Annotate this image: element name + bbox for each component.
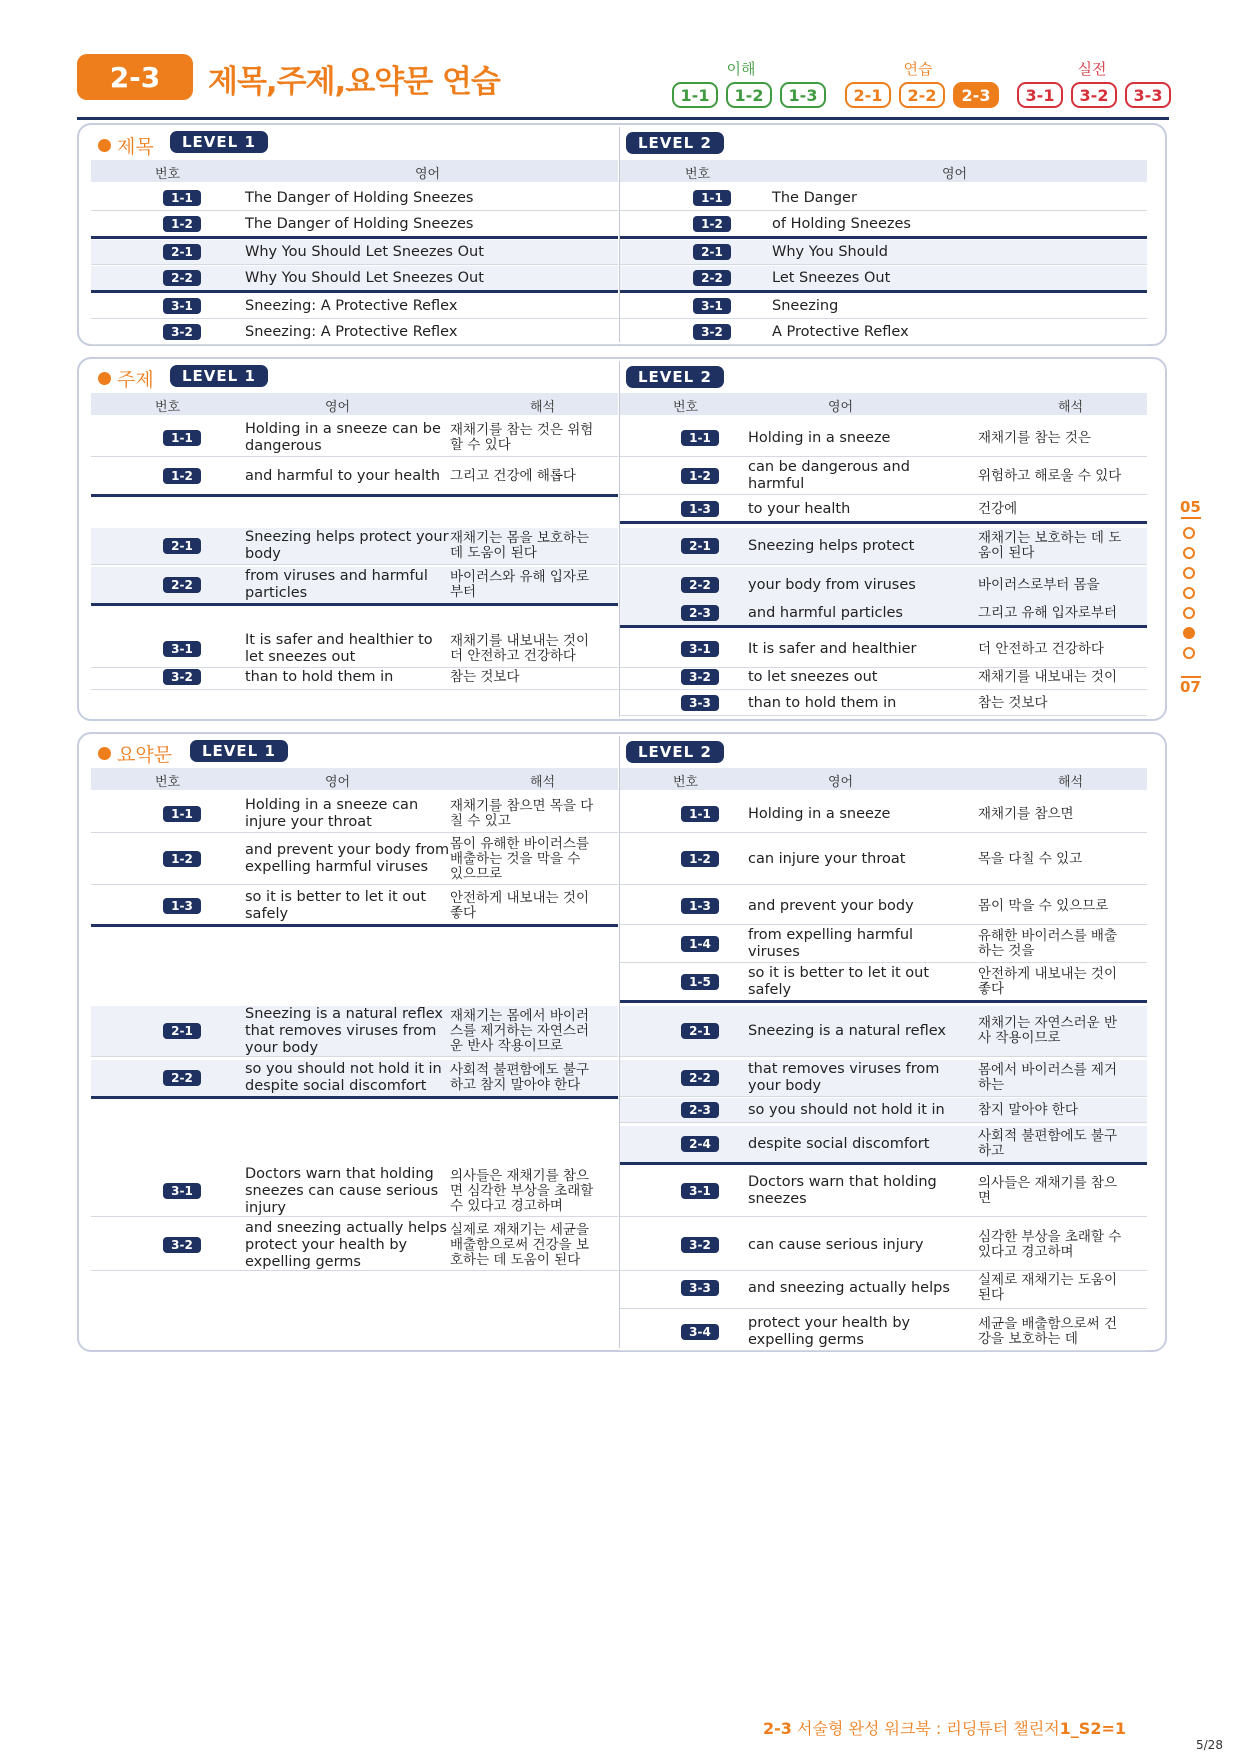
- table-row: [620, 926, 1147, 962]
- table-row: [620, 888, 1147, 924]
- table-row: [91, 834, 618, 884]
- row-english-text: Doctors warn that holding sneezes: [748, 1174, 937, 1207]
- row-korean-text: 재채기는 보호하는 데 도 움이 된다: [978, 530, 1122, 561]
- row-korean-text: 목을 다칠 수 있고: [978, 851, 1083, 867]
- row-number-badge: 1-1: [163, 430, 201, 446]
- row-divider: [620, 962, 1147, 963]
- row-number-badge: 2-1: [681, 1023, 719, 1039]
- table-row: [91, 186, 618, 210]
- row-number-badge: 1-5: [681, 974, 719, 990]
- row-english-text: can injure your throat: [748, 851, 906, 867]
- table-row: [620, 1220, 1147, 1270]
- table-row: [91, 320, 618, 344]
- row-number-badge: 3-1: [681, 641, 719, 657]
- row-korean-text: 그리고 건강에 해롭다: [450, 468, 576, 484]
- row-korean-text: 몸이 막을 수 있으므로: [978, 898, 1109, 914]
- nav-pill-2-2[interactable]: 2-2: [899, 82, 945, 108]
- table-row: [620, 240, 1147, 264]
- row-divider: [620, 832, 1147, 833]
- row-number-badge: 1-2: [681, 468, 719, 484]
- side-index-dot-icon: [1183, 587, 1195, 599]
- row-english-text: of Holding Sneezes: [772, 216, 911, 232]
- nav-pill-3-3[interactable]: 3-3: [1125, 82, 1171, 108]
- row-number-badge: 1-2: [163, 851, 201, 867]
- row-korean-text: 심각한 부상을 초래할 수 있다고 경고하며: [978, 1229, 1122, 1260]
- column-header: 영어: [942, 167, 968, 182]
- column-header: 영어: [415, 167, 441, 182]
- table-row: [620, 458, 1147, 494]
- row-number-badge: 3-2: [693, 324, 731, 340]
- row-number-badge: 1-1: [681, 806, 719, 822]
- row-divider: [91, 1216, 618, 1217]
- table-header-row: [91, 160, 618, 182]
- nav-pill-1-3[interactable]: 1-3: [780, 82, 826, 108]
- section-title-name: 제목: [117, 136, 154, 158]
- table-header-row: [91, 393, 618, 415]
- row-divider: [620, 924, 1147, 925]
- side-index-dot-icon: [1183, 607, 1195, 619]
- row-english-text: and harmful to your health: [245, 468, 441, 484]
- row-number-badge: 1-1: [163, 190, 201, 206]
- row-divider: [91, 832, 618, 833]
- row-english-text: and prevent your body: [748, 898, 914, 914]
- row-english-text: Why You Should Let Sneezes Out: [245, 244, 484, 260]
- group-divider: [620, 1000, 1147, 1003]
- table-row: [620, 420, 1147, 456]
- row-number-badge: 1-1: [693, 190, 731, 206]
- column-header: 번호: [673, 400, 699, 415]
- group-divider: [91, 494, 618, 497]
- row-number-badge: 1-1: [681, 430, 719, 446]
- table-row: [620, 631, 1147, 667]
- row-korean-text: 바이러스와 유해 입자로 부터: [450, 569, 589, 600]
- column-divider: [619, 736, 620, 1348]
- row-english-text: and sneezing actually helps: [748, 1280, 950, 1296]
- group-divider: [620, 290, 1147, 293]
- row-korean-text: 재채기를 참으면: [978, 806, 1074, 822]
- table-row: [620, 294, 1147, 318]
- row-korean-text: 재채기는 자연스러운 반 사 작용이므로: [978, 1015, 1117, 1046]
- column-header: 영어: [828, 400, 854, 415]
- column-header: 해석: [1058, 400, 1084, 415]
- row-number-badge: 2-2: [681, 577, 719, 593]
- table-row: [91, 1006, 618, 1056]
- nav-pill-3-2[interactable]: 3-2: [1071, 82, 1117, 108]
- row-korean-text: 실제로 재채기는 세균을 배출함으로써 건강을 보 호하는 데 도움이 된다: [450, 1222, 589, 1268]
- row-korean-text: 실제로 재채기는 도움이 된다: [978, 1272, 1117, 1303]
- row-divider: [620, 689, 1147, 690]
- group-divider: [620, 236, 1147, 239]
- row-korean-text: 재채기를 내보내는 것이: [978, 669, 1117, 685]
- page-number: 5/28: [1196, 1738, 1223, 1752]
- row-number-badge: 1-2: [681, 851, 719, 867]
- nav-pill-1-1[interactable]: 1-1: [672, 82, 718, 108]
- table-row: [91, 458, 618, 494]
- table-row: [620, 796, 1147, 832]
- row-number-badge: 2-1: [163, 538, 201, 554]
- row-divider: [91, 689, 618, 690]
- group-divider: [620, 521, 1147, 524]
- footer-suffix: 1_S2=1: [1059, 1719, 1126, 1738]
- topic-level2-badge: LEVEL 2: [626, 366, 724, 388]
- side-index-dot-icon: [1183, 627, 1195, 639]
- row-english-text: and harmful particles: [748, 605, 903, 621]
- nav-label-practice: 연습: [903, 60, 933, 78]
- row-korean-text: 안전하게 내보내는 것이 좋다: [978, 966, 1117, 997]
- row-number-badge: 2-3: [681, 1102, 719, 1118]
- row-korean-text: 안전하게 내보내는 것이 좋다: [450, 890, 589, 921]
- topic-level1-badge: LEVEL 1: [170, 365, 268, 387]
- table-header-row: [620, 393, 1147, 415]
- column-header: 해석: [1058, 775, 1084, 790]
- row-divider: [620, 715, 1147, 716]
- unit-label: 2-3: [109, 60, 161, 94]
- row-divider: [620, 1216, 1147, 1217]
- table-row: [91, 240, 618, 264]
- table-row: [620, 691, 1147, 715]
- row-korean-text: 바이러스로부터 몸을: [978, 577, 1100, 593]
- table-row: [620, 1166, 1147, 1216]
- table-row: [620, 1006, 1147, 1056]
- table-row: [91, 212, 618, 236]
- row-korean-text: 몸에서 바이러스를 제거 하는: [978, 1062, 1117, 1093]
- row-english-text: Holding in a sneeze can be dangerous: [245, 421, 441, 454]
- column-header: 해석: [530, 400, 556, 415]
- row-korean-text: 재채기는 몸을 보호하는 데 도움이 된다: [450, 530, 589, 561]
- bullet-dot-icon: [98, 747, 111, 760]
- row-english-text: so you should not hold it in despite social discomfort: [245, 1061, 442, 1094]
- side-index-rule: [1181, 517, 1201, 519]
- side-index-top: 05: [1180, 498, 1201, 516]
- table-row: [91, 528, 618, 564]
- row-divider: [620, 884, 1147, 885]
- side-index-dot-icon: [1183, 547, 1195, 559]
- column-header: 번호: [155, 167, 181, 182]
- table-row: [620, 834, 1147, 884]
- title-level1-badge: LEVEL 1: [170, 131, 268, 153]
- table-header-row: [91, 768, 618, 790]
- table-header-row: [620, 160, 1147, 182]
- row-number-badge: 2-1: [681, 538, 719, 554]
- row-divider: [620, 564, 1147, 565]
- row-number-badge: 3-2: [163, 324, 201, 340]
- row-number-badge: 1-2: [163, 468, 201, 484]
- row-korean-text: 건강에: [978, 501, 1018, 517]
- table-row: [620, 266, 1147, 290]
- row-english-text: The Danger: [772, 190, 857, 206]
- row-korean-text: 그리고 유해 입자로부터: [978, 605, 1117, 621]
- row-english-text: than to hold them in: [245, 669, 394, 685]
- table-row: [91, 567, 618, 603]
- row-divider: [91, 318, 618, 319]
- row-korean-text: 몸이 유해한 바이러스를 배출하는 것을 막을 수 있으므로: [450, 836, 589, 882]
- row-divider: [91, 344, 618, 345]
- row-number-badge: 2-2: [163, 1070, 201, 1086]
- row-divider: [620, 1350, 1147, 1351]
- table-row: [91, 888, 618, 924]
- row-number-badge: 2-1: [693, 244, 731, 260]
- table-row: [620, 567, 1147, 603]
- row-korean-text: 재채기를 참는 것은: [978, 430, 1091, 446]
- row-english-text: Holding in a sneeze: [748, 806, 891, 822]
- nav-pill-3-1[interactable]: 3-1: [1017, 82, 1063, 108]
- column-divider: [619, 127, 620, 342]
- group-divider: [620, 625, 1147, 628]
- row-english-text: Why You Should: [772, 244, 889, 260]
- unit-badge: [77, 54, 193, 100]
- table-row: [620, 964, 1147, 1000]
- row-divider: [91, 456, 618, 457]
- table-row: [91, 420, 618, 456]
- row-english-text: Holding in a sneeze can injure your throat: [245, 797, 419, 830]
- row-korean-text: 위험하고 해로울 수 있다: [978, 468, 1122, 484]
- row-korean-text: 사회적 불편함에도 불구 하고 참지 말아야 한다: [450, 1062, 589, 1093]
- row-divider: [620, 318, 1147, 319]
- nav-pill-1-2[interactable]: 1-2: [726, 82, 772, 108]
- row-number-badge: 2-4: [681, 1136, 719, 1152]
- nav-pill-2-3[interactable]: 2-3: [953, 82, 999, 108]
- row-english-text: Sneezing: A Protective Reflex: [245, 324, 458, 340]
- row-english-text: Sneezing helps protect: [748, 538, 915, 554]
- group-divider: [91, 603, 618, 606]
- section-title-heading: [98, 132, 154, 159]
- row-divider: [620, 1308, 1147, 1309]
- summary-level1-badge: LEVEL 1: [190, 740, 288, 762]
- row-number-badge: 3-2: [163, 669, 201, 685]
- row-divider: [91, 264, 618, 265]
- table-row: [620, 528, 1147, 564]
- footer-title: [763, 1716, 1126, 1739]
- row-english-text: protect your health by expelling germs: [748, 1315, 911, 1348]
- row-divider: [620, 1096, 1147, 1097]
- row-korean-text: 참지 말아야 한다: [978, 1102, 1078, 1118]
- table-row: [620, 320, 1147, 344]
- table-row: [620, 186, 1147, 210]
- row-number-badge: 3-1: [693, 298, 731, 314]
- row-divider: [620, 494, 1147, 495]
- table-row: [91, 294, 618, 318]
- side-index-dot-icon: [1183, 527, 1195, 539]
- table-row: [620, 497, 1147, 521]
- row-number-badge: 2-3: [681, 605, 719, 621]
- table-row: [620, 1268, 1147, 1308]
- table-row: [620, 1314, 1147, 1350]
- row-english-text: Sneezing is a natural reflex: [748, 1023, 946, 1039]
- bullet-dot-icon: [98, 372, 111, 385]
- table-row: [620, 1060, 1147, 1096]
- row-english-text: Let Sneezes Out: [772, 270, 891, 286]
- header-rule: [77, 117, 1169, 120]
- table-row: [91, 796, 618, 832]
- row-number-badge: 2-2: [693, 270, 731, 286]
- row-korean-text: 사회적 불편함에도 불구 하고: [978, 1128, 1117, 1159]
- footer-book-title: 서술형 완성 워크북 : 리딩튜터 챌린저: [797, 1719, 1060, 1738]
- row-english-text: A Protective Reflex: [772, 324, 909, 340]
- row-number-badge: 1-2: [163, 216, 201, 232]
- group-divider: [620, 1162, 1147, 1165]
- row-korean-text: 더 안전하고 건강하다: [978, 641, 1104, 657]
- row-number-badge: 3-1: [163, 641, 201, 657]
- table-row: [620, 665, 1147, 689]
- row-number-badge: 2-2: [681, 1070, 719, 1086]
- row-number-badge: 1-4: [681, 936, 719, 952]
- row-divider: [91, 1056, 618, 1057]
- group-divider: [91, 924, 618, 927]
- row-number-badge: 2-1: [163, 244, 201, 260]
- row-divider: [91, 1270, 618, 1271]
- row-korean-text: 참는 것보다: [978, 695, 1048, 711]
- section-topic-name: 주제: [117, 369, 154, 391]
- row-korean-text: 의사들은 재채기를 참으 면 심각한 부상을 초래할 수 있다고 경고하며: [450, 1168, 594, 1214]
- section-summary-name: 요약문: [117, 744, 173, 766]
- title-level2-badge: LEVEL 2: [626, 132, 724, 154]
- row-english-text: Sneezing is a natural reflex that removes viruses from your body: [245, 1006, 443, 1056]
- row-number-badge: 3-2: [681, 669, 719, 685]
- row-english-text: so you should not hold it in: [748, 1102, 945, 1118]
- row-divider: [620, 1056, 1147, 1057]
- row-english-text: It is safer and healthier: [748, 641, 917, 657]
- row-number-badge: 1-3: [681, 898, 719, 914]
- row-number-badge: 2-1: [163, 1023, 201, 1039]
- table-row: [620, 601, 1147, 625]
- side-index-dot-icon: [1183, 647, 1195, 659]
- group-divider: [91, 1096, 618, 1099]
- row-number-badge: 3-2: [163, 1237, 201, 1253]
- row-english-text: and sneezing actually helps protect your health by expelling germs: [245, 1220, 447, 1270]
- row-english-text: can be dangerous and harmful: [748, 459, 910, 492]
- row-korean-text: 세균을 배출함으로써 건 강을 보호하는 데: [978, 1316, 1117, 1347]
- column-header: 번호: [155, 775, 181, 790]
- bullet-dot-icon: [98, 139, 111, 152]
- table-row: [91, 1060, 618, 1096]
- row-number-badge: 3-1: [163, 1183, 201, 1199]
- column-header: 영어: [325, 400, 351, 415]
- row-english-text: that removes viruses from your body: [748, 1061, 940, 1094]
- row-number-badge: 3-4: [681, 1324, 719, 1340]
- row-english-text: Doctors warn that holding sneezes can cause serious injury: [245, 1166, 439, 1216]
- group-divider: [91, 290, 618, 293]
- footer-unit: 2-3: [763, 1719, 792, 1738]
- row-number-badge: 1-3: [163, 898, 201, 914]
- column-header: 번호: [673, 775, 699, 790]
- row-english-text: Sneezing: [772, 298, 839, 314]
- row-english-text: Why You Should Let Sneezes Out: [245, 270, 484, 286]
- row-number-badge: 3-1: [163, 298, 201, 314]
- row-korean-text: 재채기를 참는 것은 위험 할 수 있다: [450, 422, 594, 453]
- row-english-text: Holding in a sneeze: [748, 430, 891, 446]
- row-korean-text: 재채기를 참으면 목을 다 칠 수 있고: [450, 798, 594, 829]
- row-number-badge: 2-2: [163, 577, 201, 593]
- row-divider: [91, 564, 618, 565]
- column-header: 번호: [155, 400, 181, 415]
- group-divider: [91, 236, 618, 239]
- row-english-text: than to hold them in: [748, 695, 897, 711]
- column-header: 번호: [685, 167, 711, 182]
- table-row: [91, 1166, 618, 1216]
- row-english-text: Sneezing helps protect your body: [245, 529, 449, 562]
- row-english-text: The Danger of Holding Sneezes: [245, 190, 474, 206]
- row-divider: [620, 1122, 1147, 1123]
- table-row: [620, 1098, 1147, 1122]
- row-korean-text: 유해한 바이러스를 배출 하는 것을: [978, 928, 1117, 959]
- page-title: 제목,주제,요약문 연습: [208, 64, 500, 100]
- row-number-badge: 3-1: [681, 1183, 719, 1199]
- row-english-text: The Danger of Holding Sneezes: [245, 216, 474, 232]
- row-english-text: your body from viruses: [748, 577, 916, 593]
- table-row: [620, 212, 1147, 236]
- column-divider: [619, 361, 620, 717]
- row-number-badge: 1-3: [681, 501, 719, 517]
- side-index-dot-icon: [1183, 567, 1195, 579]
- row-number-badge: 3-2: [681, 1237, 719, 1253]
- row-number-badge: 1-1: [163, 806, 201, 822]
- row-divider: [620, 264, 1147, 265]
- row-number-badge: 3-3: [681, 695, 719, 711]
- table-row: [91, 1220, 618, 1270]
- row-divider: [91, 884, 618, 885]
- row-english-text: from viruses and harmful particles: [245, 568, 428, 601]
- nav-label-real: 실전: [1077, 60, 1107, 78]
- section-topic-heading: [98, 365, 154, 392]
- row-english-text: from expelling harmful viruses: [748, 927, 914, 960]
- row-korean-text: 참는 것보다: [450, 669, 520, 685]
- row-english-text: to your health: [748, 501, 851, 517]
- row-english-text: It is safer and healthier to let sneezes out: [245, 632, 433, 665]
- summary-level2-badge: LEVEL 2: [626, 741, 724, 763]
- row-korean-text: 의사들은 재채기를 참으 면: [978, 1175, 1117, 1206]
- section-summary-heading: [98, 740, 172, 767]
- column-header: 해석: [530, 775, 556, 790]
- row-english-text: and prevent your body from expelling harmful viruses: [245, 842, 450, 875]
- row-number-badge: 2-2: [163, 270, 201, 286]
- row-english-text: so it is better to let it out safely: [748, 965, 930, 998]
- side-index-bottom: 07: [1180, 678, 1201, 696]
- nav-label-understand: 이해: [726, 60, 756, 78]
- row-divider: [620, 210, 1147, 211]
- table-row: [91, 266, 618, 290]
- table-row: [91, 631, 618, 667]
- row-korean-text: 재채기를 내보내는 것이 더 안전하고 건강하다: [450, 633, 589, 664]
- column-header: 영어: [325, 775, 351, 790]
- table-row: [91, 665, 618, 689]
- row-divider: [91, 210, 618, 211]
- row-number-badge: 1-2: [693, 216, 731, 232]
- column-header: 영어: [828, 775, 854, 790]
- row-english-text: Sneezing: A Protective Reflex: [245, 298, 458, 314]
- row-english-text: can cause serious injury: [748, 1237, 924, 1253]
- row-divider: [620, 344, 1147, 345]
- table-row: [620, 1126, 1147, 1162]
- row-english-text: to let sneezes out: [748, 669, 878, 685]
- row-english-text: despite social discomfort: [748, 1136, 930, 1152]
- row-korean-text: 재채기는 몸에서 바이러 스를 제거하는 자연스러 운 반사 작용이므로: [450, 1008, 589, 1054]
- nav-pill-2-1[interactable]: 2-1: [845, 82, 891, 108]
- row-divider: [620, 456, 1147, 457]
- row-english-text: so it is better to let it out safely: [245, 889, 427, 922]
- table-header-row: [620, 768, 1147, 790]
- row-number-badge: 3-3: [681, 1280, 719, 1296]
